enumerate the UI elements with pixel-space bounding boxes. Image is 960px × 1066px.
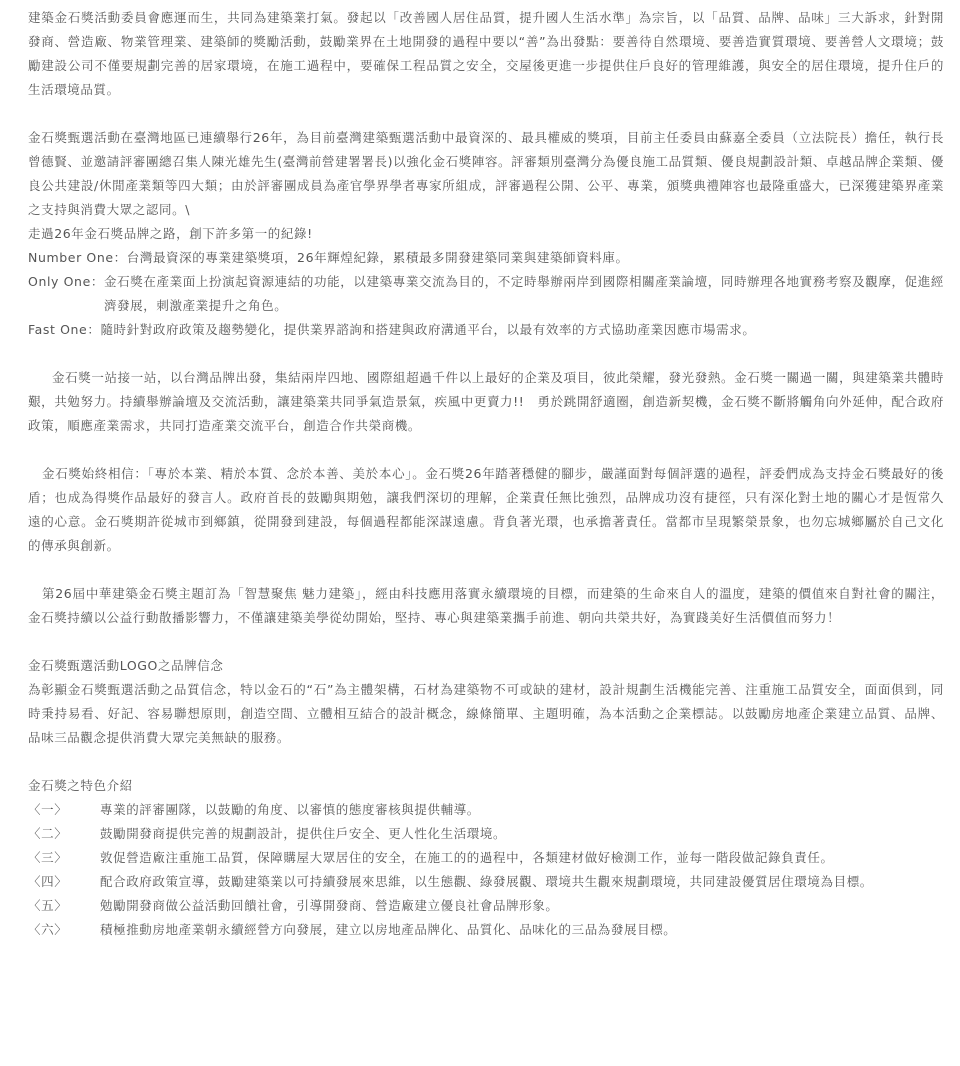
feature-text: 積極推動房地產業朝永續經營方向發展，建立以房地產品牌化、品質化、品味化的三品為發展目標。 [100, 922, 677, 937]
record-key: Number One： [28, 250, 127, 265]
feature-text: 勉勵開發商做公益活動回饋社會，引導開發商、營造廠建立優良社會品牌形象。 [100, 898, 559, 913]
feature-item [28, 918, 944, 942]
feature-item [28, 846, 944, 870]
article [28, 6, 944, 942]
feature-item [28, 870, 944, 894]
spacer [28, 630, 944, 654]
record-text: 金石獎在產業面上扮演起資源連結的功能，以建築專業交流為目的，不定時舉辦兩岸到國際相關產業論壇，同時辦理各地實務考察及觀摩，促進經濟發展，刺激產業提升之角色。 [103, 274, 944, 313]
feature-text: 專業的評審團隊，以鼓勵的角度、以審慎的態度審核與提供輔導。 [100, 802, 480, 817]
spacer [28, 558, 944, 582]
record-text: 台灣最資深的專業建築獎項，26年輝煌紀錄，累積最多開發建築同業與建築師資料庫。 [126, 250, 629, 265]
feature-number: 〈二〉 [28, 826, 68, 841]
theme-paragraph: 第26屆中華建築金石獎主題訂為「智慧聚焦 魅力建築」，經由科技應用落實永續環境的目標，而建築的生命來自人的溫度，建築的價值來自對社會的關注，金石獎持續以公益行動散播影響力，不僅讓建築美學從幼開始，堅持、專心與建築業攜手前進、朝向共榮共好，為實踐美好生活價值而努力！ [28, 586, 944, 625]
record-key: Only One： [28, 274, 104, 289]
feature-number: 〈三〉 [28, 850, 68, 865]
record-only-one [28, 270, 944, 318]
logo-section-text: 為彰顯金石獎甄選活動之品質信念，特以金石的“石”為主體架構，石材為建築物不可或缺的建材，設計規劃生活機能完善、注重施工品質安全，面面俱到，同時秉持易看、好記、容易聯想原則，創造空間、立體相互結合的設計概念，線條簡單、主題明確，為本活動之企業標誌。以鼓勵房地產企業建立品質、品牌、品味三品觀念提供消費大眾完美無缺的服務。 [28, 682, 944, 745]
feature-text: 鼓勵開發商提供完善的規劃設計，提供住戶安全、更人性化生活環境。 [100, 826, 507, 841]
logo-section-heading: 金石獎甄選活動LOGO之品牌信念 [28, 658, 224, 673]
feature-number: 〈六〉 [28, 922, 68, 937]
spacer [28, 102, 944, 126]
belief-paragraph: 金石獎始終相信：「專於本業、精於本質、念於本善、美於本心」。金石獎26年踏著穩健的腳步，嚴謹面對每個評選的過程，評委們成為支持金石獎最好的後盾；也成為得獎作品最好的發言人。政府首長的鼓勵與期勉，讓我們深切的理解，企業責任無比強烈，品牌成功沒有捷徑，只有深化對土地的關心才是恆常久遠的心意。金石獎期許從城市到鄉鎮，從開發到建設，每個過程都能深謀遠慮。背負著光環，也承擔著責任。當都市呈現繁榮景象，也勿忘城鄉屬於自己文化的傳承與創新。 [28, 466, 944, 553]
record-text: 隨時針對政府政策及趨勢變化，提供業界諮詢和搭建與政府溝通平台，以最有效率的方式協助產業因應市場需求。 [100, 322, 756, 337]
feature-item [28, 894, 944, 918]
spacer [28, 750, 944, 774]
spacer [28, 438, 944, 462]
feature-number: 〈五〉 [28, 898, 68, 913]
spacer [28, 342, 944, 366]
intro-paragraph: 建築金石獎活動委員會應運而生，共同為建築業打氣。發起以「改善國人居住品質，提升國人生活水準」為宗旨，以「品質、品牌、品味」三大訴求，針對開發商、營造廠、物業管理業、建築師的獎勵活動，鼓勵業界在土地開發的過程中要以“善”為出發點：要善待自然環境、要善造實質環境、要善營人文環境；鼓勵建設公司不僅要規劃完善的居家環境，在施工過程中，要確保工程品質之安全，交屋後更進一步提供住戶良好的管理維護，與安全的居住環境，提升住戶的生活環境品質。 [28, 10, 944, 97]
feature-item [28, 822, 944, 846]
record-number-one [28, 246, 944, 270]
feature-item [28, 798, 944, 822]
feature-text: 敦促營造廠注重施工品質，保障購屋大眾居住的安全，在施工的的過程中，各類建材做好檢測工作，並每一階段做記錄負責任。 [100, 850, 834, 865]
network-paragraph: 金石獎一站接一站，以台灣品牌出發，集結兩岸四地、國際組超過千件以上最好的企業及項目，彼此榮耀，發光發熱。金石獎一關過一關，與建築業共體時艱，共勉努力。持續舉辦論壇及交流活動，讓建築業共同爭氣造景氣，疾風中更賣力!! 勇於跳開舒適圈，創造新契機，金石獎不斷將觸角向外延伸，配合政府政策，順應產業需求，共同打造產業交流平台，創造合作共榮商機。 [28, 370, 944, 433]
feature-number: 〈四〉 [28, 874, 68, 889]
history-paragraph: 金石獎甄選活動在臺灣地區已連續舉行26年，為目前臺灣建築甄選活動中最資深的、最具權威的獎項，目前主任委員由蘇嘉全委員（立法院長）擔任，執行長曾德賢、並邀請評審團總召集人陳光雄先生(臺灣前營建署署長)以強化金石獎陣容。評審類別臺灣分為優良施工品質類、優良規劃設計類、卓越品牌企業類、優良公共建設/休閒產業類等四大類；由於評審團成員為產官學界學者專家所組成，評審過程公開、公平、專業，頒獎典禮陣容也最隆重盛大，已深獲建築界產業之支持與消費大眾之認同。\ [28, 130, 944, 217]
record-key: Fast One： [28, 322, 101, 337]
record-fast-one [28, 318, 944, 342]
features-heading: 金石獎之特色介紹 [28, 778, 133, 793]
feature-text: 配合政府政策宣導，鼓勵建築業以可持續發展來思維，以生態觀、綠發展觀、環境共生觀來規劃環境，共同建設優質居住環境為目標。 [100, 874, 873, 889]
feature-number: 〈一〉 [28, 802, 68, 817]
features-list [28, 798, 944, 942]
records-intro: 走過26年金石獎品牌之路，創下許多第一的紀錄! [28, 226, 313, 241]
